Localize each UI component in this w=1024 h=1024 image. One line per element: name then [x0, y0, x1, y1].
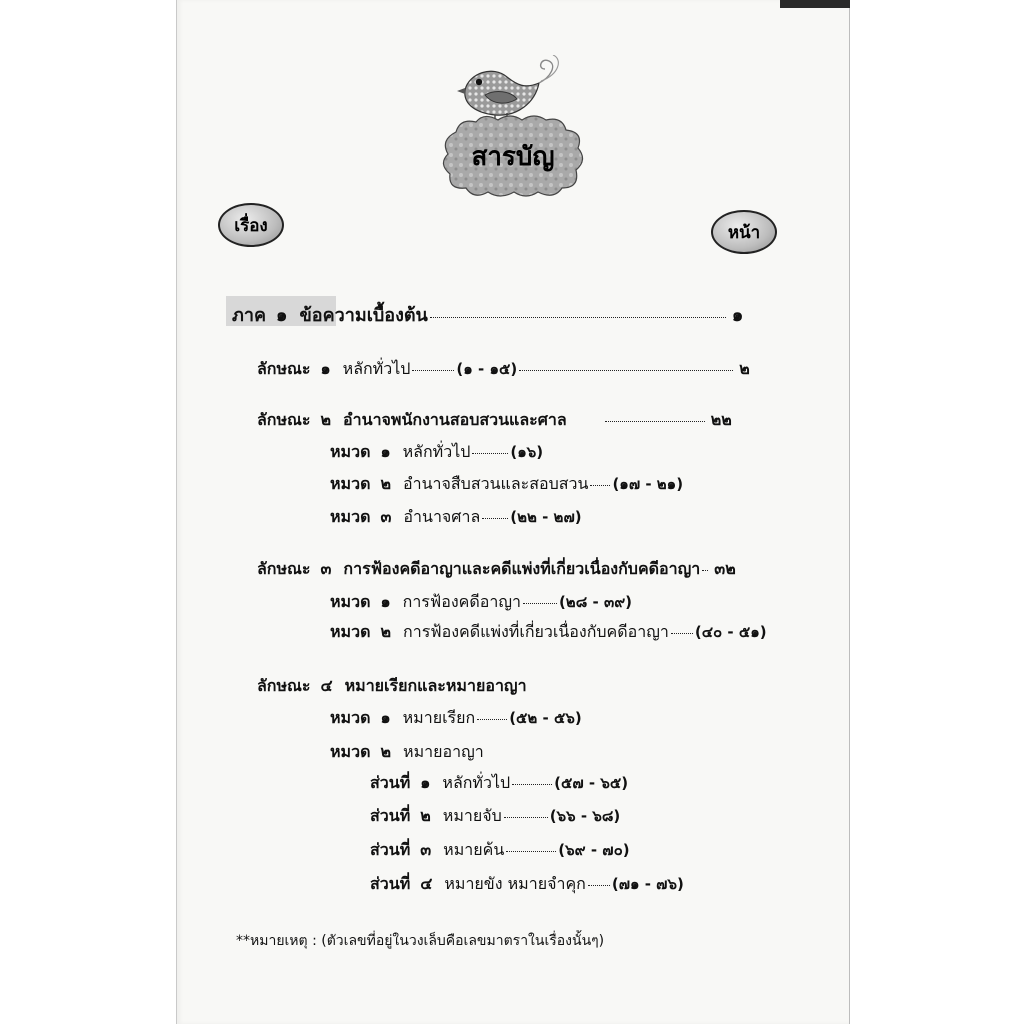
chapter-title: หลักทั่วไป: [402, 442, 471, 461]
title-number: ๑: [320, 359, 331, 378]
section-range: (๖๖ - ๖๘): [549, 807, 621, 825]
section-range: (๕๗ - ๖๕): [554, 774, 629, 792]
section-range: (๒๘ - ๓๙): [558, 593, 633, 611]
title-label: ลักษณะ: [257, 559, 311, 578]
chapter-label: หมวด: [330, 742, 371, 761]
chapter-number: ๒: [380, 622, 392, 641]
dot-leader: [671, 632, 693, 634]
column-label-page: หน้า: [711, 210, 777, 254]
chapter-title: อำนาจสืบสวนและสอบสวน: [403, 474, 589, 493]
section-title: หลักทั่วไป: [442, 773, 511, 792]
toc-title-row[interactable]: [257, 408, 732, 433]
toc-section-row[interactable]: [370, 838, 630, 863]
section-number: ๒: [420, 806, 431, 825]
toc-chapter-row[interactable]: [330, 620, 767, 645]
section-number: ๔: [420, 874, 433, 893]
title-name: หมายเรียกและหมายอาญา: [344, 676, 527, 695]
dot-leader: [412, 369, 454, 371]
dot-leader: [472, 452, 508, 454]
toc-title-row[interactable]: [257, 357, 750, 382]
chapter-label: หมวด: [330, 622, 371, 641]
toc-section-row[interactable]: [370, 804, 620, 829]
title-number: ๔: [320, 676, 333, 695]
dot-leader: [590, 484, 610, 486]
chapter-label: หมวด: [330, 442, 371, 461]
dot-leader: [504, 816, 548, 818]
toc-title-row[interactable]: [257, 557, 736, 582]
part-page: ๑: [731, 305, 744, 326]
section-range: (๕๒ - ๕๖): [509, 709, 582, 727]
chapter-title: อำนาจศาล: [403, 507, 481, 526]
toc-section-row[interactable]: [370, 872, 684, 897]
chapter-number: ๒: [380, 474, 392, 493]
section-title: หมายค้น: [443, 840, 505, 859]
page-title: สารบัญ: [471, 142, 555, 172]
chapter-title: หมายอาญา: [403, 742, 484, 761]
title-page: ๓๒: [714, 559, 736, 578]
chapter-label: หมวด: [330, 592, 371, 611]
dot-leader: [477, 718, 507, 720]
title-page: ๒๒: [710, 410, 732, 429]
section-label: ส่วนที่: [370, 874, 411, 893]
section-range: (๖๙ - ๗๐): [558, 841, 630, 859]
toc-section-row[interactable]: [370, 771, 628, 796]
section-range: (๑๗ - ๒๑): [612, 475, 684, 493]
chapter-title: การฟ้องคดีแพ่งที่เกี่ยวเนื่องกับคดีอาญา: [403, 622, 669, 641]
section-label: ส่วนที่: [370, 840, 411, 859]
title-label: ลักษณะ: [257, 410, 311, 429]
toc-chapter-row[interactable]: [330, 590, 632, 615]
section-number: ๓: [420, 840, 432, 859]
dot-leader: [430, 316, 726, 318]
title-page: ๒: [739, 359, 750, 378]
column-label-subject: เรื่อง: [218, 203, 284, 247]
toc-chapter-row[interactable]: [330, 505, 582, 530]
title-name: การฟ้องคดีอาญาและคดีแพ่งที่เกี่ยวเนื่องกับคดีอาญา: [343, 559, 701, 578]
dot-leader: [702, 569, 708, 571]
title-number: ๓: [320, 559, 332, 578]
section-number: ๑: [420, 773, 431, 792]
toc-chapter-row[interactable]: [330, 706, 582, 731]
chapter-number: ๑: [380, 592, 391, 611]
dot-leader: [482, 517, 508, 519]
section-range: (๔๐ - ๕๑): [694, 623, 767, 641]
section-range: (๑๖): [510, 443, 544, 461]
toc-chapter-row[interactable]: [330, 472, 683, 497]
section-range: (๒๒ - ๒๗): [510, 508, 582, 526]
footnote: **หมายเหตุ : (ตัวเลขที่อยู่ในวงเล็บคือเลขมาตราในเรื่องนั้นๆ): [236, 933, 605, 949]
section-label: ส่วนที่: [370, 806, 411, 825]
section-range: (๗๑ - ๗๖): [611, 875, 684, 893]
title-name: หลักทั่วไป: [342, 359, 411, 378]
part-title: ข้อความเบื้องต้น: [299, 305, 428, 326]
section-title: หมายจับ: [442, 806, 502, 825]
dot-leader: [519, 369, 733, 371]
title-name: อำนาจพนักงานสอบสวนและศาล: [343, 410, 567, 429]
section-title: หมายขัง หมายจำคุก: [444, 874, 586, 893]
dot-leader: [605, 420, 705, 422]
chapter-label: หมวด: [330, 474, 371, 493]
chapter-title: การฟ้องคดีอาญา: [402, 592, 521, 611]
toc-part-row[interactable]: [232, 300, 743, 329]
dot-leader: [512, 783, 552, 785]
title-label: ลักษณะ: [257, 359, 311, 378]
toc-title-row[interactable]: [257, 674, 527, 699]
chapter-number: ๑: [380, 708, 391, 727]
dot-leader: [523, 602, 557, 604]
title-number: ๒: [320, 410, 332, 429]
chapter-number: ๑: [380, 442, 391, 461]
chapter-label: หมวด: [330, 507, 371, 526]
section-label: ส่วนที่: [370, 773, 411, 792]
part-number: ๑: [276, 305, 288, 326]
chapter-title: หมายเรียก: [402, 708, 476, 727]
title-label: ลักษณะ: [257, 676, 311, 695]
page-edge-strip: [780, 0, 850, 8]
section-range: (๑ - ๑๕): [456, 360, 518, 378]
dot-leader: [588, 884, 610, 886]
toc-chapter-row[interactable]: [330, 440, 543, 465]
toc-chapter-row[interactable]: [330, 740, 484, 765]
chapter-label: หมวด: [330, 708, 371, 727]
dot-leader: [506, 850, 556, 852]
chapter-number: ๒: [380, 742, 392, 761]
chapter-number: ๓: [380, 507, 392, 526]
part-label: ภาค: [232, 305, 267, 326]
